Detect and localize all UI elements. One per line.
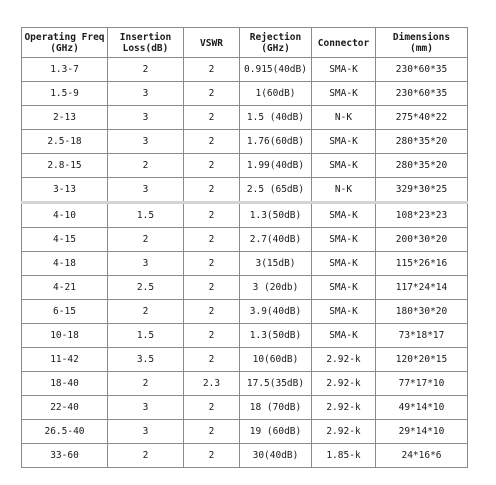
table-row bbox=[22, 396, 468, 420]
cell-dimensions: 280*35*20 bbox=[376, 130, 468, 154]
cell-operating-freq: 6-15 bbox=[22, 300, 108, 324]
table-row bbox=[22, 444, 468, 468]
cell-operating-freq: 11-42 bbox=[22, 348, 108, 372]
cell-dimensions: 230*60*35 bbox=[376, 82, 468, 106]
table-row bbox=[22, 324, 468, 348]
cell-rejection: 3(15dB) bbox=[240, 252, 312, 276]
cell-insertion-loss: 2 bbox=[108, 228, 184, 252]
cell-insertion-loss: 2 bbox=[108, 300, 184, 324]
cell-insertion-loss: 3 bbox=[108, 106, 184, 130]
cell-vswr: 2 bbox=[184, 252, 240, 276]
header-insertion-loss: Insertion Loss(dB) bbox=[108, 28, 184, 58]
cell-insertion-loss: 3.5 bbox=[108, 348, 184, 372]
table-row bbox=[22, 58, 468, 82]
cell-operating-freq: 3-13 bbox=[22, 178, 108, 203]
cell-operating-freq: 1.5-9 bbox=[22, 82, 108, 106]
cell-operating-freq: 22-40 bbox=[22, 396, 108, 420]
table-row bbox=[22, 252, 468, 276]
cell-connector: 1.85-k bbox=[312, 444, 376, 468]
cell-connector: SMA-K bbox=[312, 154, 376, 178]
header-rejection: Rejection (GHz) bbox=[240, 28, 312, 58]
cell-vswr: 2 bbox=[184, 82, 240, 106]
cell-rejection: 1.76(60dB) bbox=[240, 130, 312, 154]
table-row bbox=[22, 130, 468, 154]
cell-connector: SMA-K bbox=[312, 82, 376, 106]
cell-vswr: 2 bbox=[184, 228, 240, 252]
cell-rejection: 2.5 (65dB) bbox=[240, 178, 312, 203]
header-vswr: VSWR bbox=[184, 28, 240, 58]
cell-insertion-loss: 2 bbox=[108, 444, 184, 468]
cell-operating-freq: 4-21 bbox=[22, 276, 108, 300]
cell-vswr: 2 bbox=[184, 276, 240, 300]
cell-vswr: 2 bbox=[184, 420, 240, 444]
cell-rejection: 19 (60dB) bbox=[240, 420, 312, 444]
cell-vswr: 2 bbox=[184, 203, 240, 228]
cell-rejection: 1.3(50dB) bbox=[240, 203, 312, 228]
table-row bbox=[22, 228, 468, 252]
cell-connector: SMA-K bbox=[312, 228, 376, 252]
cell-rejection: 1.5 (40dB) bbox=[240, 106, 312, 130]
cell-rejection: 17.5(35dB) bbox=[240, 372, 312, 396]
cell-vswr: 2 bbox=[184, 324, 240, 348]
cell-connector: N-K bbox=[312, 106, 376, 130]
cell-insertion-loss: 3 bbox=[108, 420, 184, 444]
cell-rejection: 30(40dB) bbox=[240, 444, 312, 468]
cell-vswr: 2 bbox=[184, 154, 240, 178]
table-row bbox=[22, 82, 468, 106]
cell-vswr: 2 bbox=[184, 58, 240, 82]
cell-rejection: 18 (70dB) bbox=[240, 396, 312, 420]
cell-operating-freq: 33-60 bbox=[22, 444, 108, 468]
cell-insertion-loss: 1.5 bbox=[108, 203, 184, 228]
cell-operating-freq: 4-18 bbox=[22, 252, 108, 276]
cell-dimensions: 120*20*15 bbox=[376, 348, 468, 372]
cell-dimensions: 115*26*16 bbox=[376, 252, 468, 276]
cell-dimensions: 24*16*6 bbox=[376, 444, 468, 468]
cell-operating-freq: 4-15 bbox=[22, 228, 108, 252]
cell-dimensions: 280*35*20 bbox=[376, 154, 468, 178]
cell-connector: 2.92-k bbox=[312, 348, 376, 372]
table-row bbox=[22, 276, 468, 300]
cell-connector: SMA-K bbox=[312, 58, 376, 82]
cell-rejection: 10(60dB) bbox=[240, 348, 312, 372]
table-row bbox=[22, 420, 468, 444]
cell-insertion-loss: 3 bbox=[108, 130, 184, 154]
cell-dimensions: 77*17*10 bbox=[376, 372, 468, 396]
cell-connector: SMA-K bbox=[312, 252, 376, 276]
cell-operating-freq: 2.5-18 bbox=[22, 130, 108, 154]
cell-insertion-loss: 2 bbox=[108, 154, 184, 178]
cell-insertion-loss: 2.5 bbox=[108, 276, 184, 300]
cell-rejection: 2.7(40dB) bbox=[240, 228, 312, 252]
spec-table-container bbox=[21, 27, 468, 468]
cell-vswr: 2.3 bbox=[184, 372, 240, 396]
cell-insertion-loss: 1.5 bbox=[108, 324, 184, 348]
cell-operating-freq: 1.3-7 bbox=[22, 58, 108, 82]
cell-vswr: 2 bbox=[184, 444, 240, 468]
cell-operating-freq: 2.8-15 bbox=[22, 154, 108, 178]
cell-rejection: 1.99(40dB) bbox=[240, 154, 312, 178]
cell-connector: SMA-K bbox=[312, 324, 376, 348]
cell-vswr: 2 bbox=[184, 178, 240, 203]
cell-insertion-loss: 3 bbox=[108, 178, 184, 203]
cell-rejection: 3 (20db) bbox=[240, 276, 312, 300]
cell-insertion-loss: 3 bbox=[108, 396, 184, 420]
cell-rejection: 1.3(50dB) bbox=[240, 324, 312, 348]
cell-operating-freq: 18-40 bbox=[22, 372, 108, 396]
cell-operating-freq: 2-13 bbox=[22, 106, 108, 130]
cell-connector: 2.92-k bbox=[312, 396, 376, 420]
cell-dimensions: 49*14*10 bbox=[376, 396, 468, 420]
cell-connector: N-K bbox=[312, 178, 376, 203]
header-operating-freq: Operating Freq (GHz) bbox=[22, 28, 108, 58]
header-connector: Connector bbox=[312, 28, 376, 58]
cell-vswr: 2 bbox=[184, 300, 240, 324]
cell-rejection: 3.9(40dB) bbox=[240, 300, 312, 324]
table-body bbox=[22, 58, 468, 468]
table-row bbox=[22, 300, 468, 324]
cell-connector: SMA-K bbox=[312, 130, 376, 154]
cell-dimensions: 180*30*20 bbox=[376, 300, 468, 324]
cell-vswr: 2 bbox=[184, 106, 240, 130]
cell-dimensions: 329*30*25 bbox=[376, 178, 468, 203]
cell-connector: SMA-K bbox=[312, 203, 376, 228]
table-header-row bbox=[22, 28, 468, 58]
cell-rejection: 1(60dB) bbox=[240, 82, 312, 106]
cell-vswr: 2 bbox=[184, 348, 240, 372]
table-row bbox=[22, 203, 468, 228]
cell-operating-freq: 26.5-40 bbox=[22, 420, 108, 444]
table-row bbox=[22, 178, 468, 203]
cell-connector: 2.92-k bbox=[312, 420, 376, 444]
cell-connector: 2.92-k bbox=[312, 372, 376, 396]
cell-dimensions: 275*40*22 bbox=[376, 106, 468, 130]
cell-dimensions: 108*23*23 bbox=[376, 203, 468, 228]
cell-operating-freq: 4-10 bbox=[22, 203, 108, 228]
cell-dimensions: 29*14*10 bbox=[376, 420, 468, 444]
cell-vswr: 2 bbox=[184, 396, 240, 420]
cell-operating-freq: 10-18 bbox=[22, 324, 108, 348]
cell-dimensions: 200*30*20 bbox=[376, 228, 468, 252]
cell-insertion-loss: 2 bbox=[108, 372, 184, 396]
cell-dimensions: 73*18*17 bbox=[376, 324, 468, 348]
cell-connector: SMA-K bbox=[312, 300, 376, 324]
cell-dimensions: 230*60*35 bbox=[376, 58, 468, 82]
spec-table bbox=[21, 27, 468, 468]
cell-vswr: 2 bbox=[184, 130, 240, 154]
header-dimensions: Dimensions (mm) bbox=[376, 28, 468, 58]
cell-dimensions: 117*24*14 bbox=[376, 276, 468, 300]
cell-insertion-loss: 2 bbox=[108, 58, 184, 82]
cell-insertion-loss: 3 bbox=[108, 82, 184, 106]
cell-insertion-loss: 3 bbox=[108, 252, 184, 276]
cell-connector: SMA-K bbox=[312, 276, 376, 300]
table-row bbox=[22, 348, 468, 372]
table-row bbox=[22, 106, 468, 130]
table-row bbox=[22, 154, 468, 178]
table-row bbox=[22, 372, 468, 396]
cell-rejection: 0.915(40dB) bbox=[240, 58, 312, 82]
